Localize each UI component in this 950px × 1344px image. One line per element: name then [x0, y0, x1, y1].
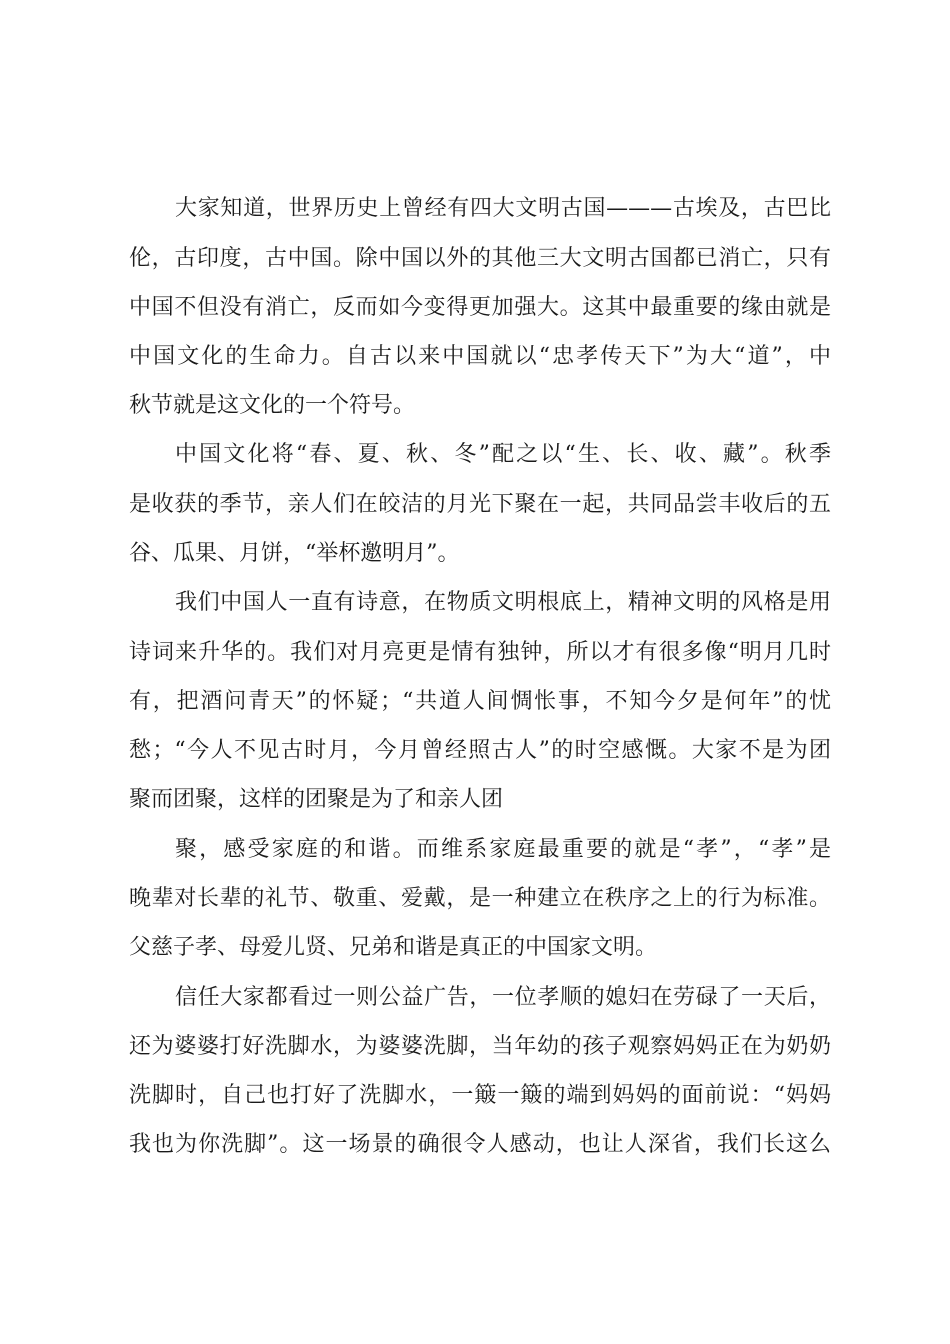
paragraph-1-line-1: 大家知道，世界历史上曾经有四大文明古国———古埃及，古巴比	[175, 196, 831, 221]
paragraph-3-line-3: 有，把酒问青天”的怀疑；“共道人间惆怅事，不知今夕是何年”的忧	[129, 689, 831, 714]
paragraph-3-line-2: 诗词来升华的。我们对月亮更是情有独钟，所以才有很多像“明月几时	[129, 640, 831, 665]
paragraph-1-line-4: 中国文化的生命力。自古以来中国就以“忠孝传天下”为大“道”，中	[129, 344, 831, 369]
paragraph-2-line-2: 是收获的季节，亲人们在皎洁的月光下聚在一起，共同品尝丰收后的五	[129, 492, 831, 517]
paragraph-4-line-2: 晚辈对长辈的礼节、敬重、爱戴，是一种建立在秩序之上的行为标准。	[129, 886, 831, 911]
paragraph-2-line-1: 中国文化将“春、夏、秋、冬”配之以“生、长、收、藏”。秋季	[175, 442, 831, 467]
paragraph-5-line-4: 我也为你洗脚”。这一场景的确很令人感动，也让人深省，我们长这么	[129, 1132, 831, 1157]
paragraph-1-line-5: 秋节就是这文化的一个符号。	[129, 393, 416, 418]
paragraph-3-line-5: 聚而团聚，这样的团聚是为了和亲人团	[129, 787, 504, 812]
paragraph-1-line-2: 伦，古印度，古中国。除中国以外的其他三大文明古国都已消亡，只有	[129, 246, 831, 271]
paragraph-3-line-4: 愁；“今人不见古时月，今月曾经照古人”的时空感慨。大家不是为团	[129, 738, 831, 763]
paragraph-4-line-1: 聚，感受家庭的和谐。而维系家庭最重要的就是“孝”，“孝”是	[175, 837, 831, 862]
paragraph-3-line-1: 我们中国人一直有诗意，在物质文明根底上，精神文明的风格是用	[175, 590, 831, 615]
paragraph-5-line-2: 还为婆婆打好洗脚水，为婆婆洗脚，当年幼的孩子观察妈妈正在为奶奶	[129, 1034, 831, 1059]
paragraph-2-line-3: 谷、瓜果、月饼，“举杯邀明月”。	[129, 541, 460, 566]
paragraph-4-line-3: 父慈子孝、母爱儿贤、兄弟和谐是真正的中国家文明。	[129, 935, 658, 960]
paragraph-1-line-3: 中国不但没有消亡，反而如今变得更加强大。这其中最重要的缘由就是	[129, 295, 831, 320]
paragraph-5-line-3: 洗脚时，自己也打好了洗脚水，一簸一簸的端到妈妈的面前说：“妈妈	[129, 1083, 831, 1108]
paragraph-5-line-1: 信任大家都看过一则公益广告，一位孝顺的媳妇在劳碌了一天后，	[175, 985, 831, 1010]
